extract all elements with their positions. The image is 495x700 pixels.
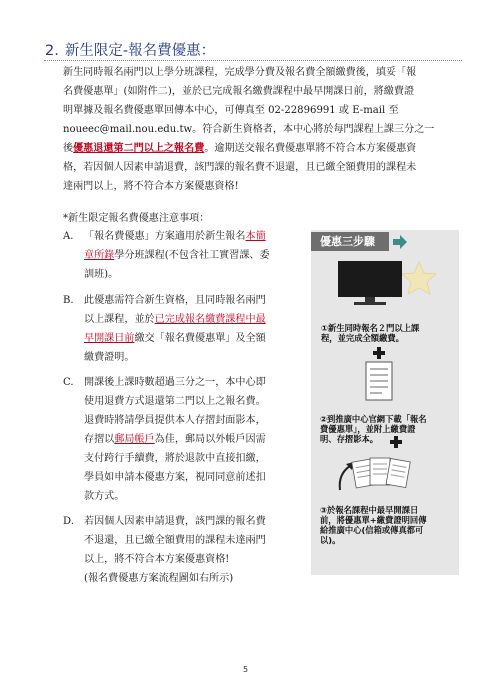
note-b-line-2 (84, 311, 266, 330)
arrow-right-icon (392, 234, 408, 250)
intro-line-5-end: 。逾期送交報名費優惠單將不符合本方案優惠資 (204, 143, 417, 154)
note-c-line-3: 退費時將請學員提供本人存摺封面影本， (84, 415, 266, 426)
note-c-text-4a: 存摺以 (84, 434, 115, 445)
step-2-line-2: 費優惠單」，並附上繳費證 (320, 424, 416, 434)
refund-highlight: 優惠退還第二門以上之報名費 (73, 143, 205, 154)
section-number: 2. (45, 43, 59, 59)
heading-divider (44, 60, 462, 61)
note-d-line-1: 若因個人因素申請退費，該門課的報名費 (84, 516, 266, 527)
intro-line-3: 明單據及報名費優惠單回傳本中心，可傳真至 02-22896991 或 E-mail 至 (63, 105, 399, 116)
step-1-line-2: 程，並完成全額繳費。 (321, 333, 404, 343)
note-b-text: 以上課程，並於 (84, 314, 155, 325)
note-c-line-4 (84, 431, 266, 450)
note-c-letter: C. (63, 377, 74, 388)
note-c-line-5: 支付跨行手續費，將於退款中直接扣繳， (84, 453, 266, 464)
intro-line-5-start: 後 (63, 143, 74, 154)
note-a-highlight-2: 章所錄 (84, 250, 115, 261)
intro-line-2: 名費優惠單」(如附件二)，並於已完成報名繳費課程中最早開課日前，將繳費證 (63, 86, 415, 97)
note-c-text-4b: 為佳，郵局以外帳戶因需 (154, 434, 266, 445)
monitor-icon (318, 258, 448, 308)
note-d-line-4: (報名費優惠方案流程圖如右所示) (84, 573, 234, 584)
note-a-line-3: 訓班)。 (84, 269, 119, 280)
note-b-line-4: 繳費證明。 (84, 352, 135, 363)
document-icon (356, 360, 402, 404)
intro-line-4: noueec@mail.nou.edu.tw。符合新生資格者，本中心將於每門課程上課三分之一 (63, 124, 435, 135)
step-2-line-3: 明、存摺影本。 (320, 434, 379, 444)
note-c-line-2: 使用退費方式退還第二門以上之報名費。 (84, 396, 266, 407)
note-c-line-7: 款方式。 (84, 491, 125, 502)
step-2-line-1: ②到推廣中心官網下載「報名 (320, 414, 427, 424)
section-title: 新生限定-報名費優惠： (64, 43, 216, 59)
note-a-line-1 (84, 228, 266, 247)
intro-line-6: 格，若因個人因素申請退費，該門課的報名費不退還，且已繳全額費用的課程未 (63, 162, 417, 173)
note-a-letter: A. (63, 231, 74, 242)
intro-line-5 (63, 140, 416, 159)
note-c-line-6: 學員如申請本優惠方案，視同同意前述扣 (84, 472, 266, 483)
note-d-line-2: 不退還，且已繳全額費用的課程未達兩門 (84, 535, 266, 546)
note-c-line-1: 開課後上課時數超過三分之一，本中心即 (84, 377, 266, 388)
plus-icon (389, 435, 403, 449)
note-b-line-3 (84, 330, 266, 349)
step-1-line-1: ①新生同時報名２門以上課 (321, 323, 420, 333)
note-d-line-3: 以上，將不符合本方案優惠資格! (84, 554, 230, 565)
note-a-highlight-1: 本簡 (245, 231, 266, 242)
note-a-line-2 (84, 247, 270, 266)
step-3-line-2: 前，將優惠單+繳費證明回傳 (320, 515, 427, 525)
intro-line-1: 新生同時報名兩門以上學分班課程，完成學分費及報名費全額繳費後，填妥「報 (63, 67, 417, 78)
step-3-line-4: 以)。 (320, 535, 341, 545)
step-3-line-1: ③於報名課程中最早開課日 (320, 505, 419, 515)
note-a-text: 「報名費優惠」方案適用於新生報名 (84, 231, 246, 242)
note-b-text-3: 繳交「報名費優惠單」及全額 (134, 333, 266, 344)
post-office-account-highlight: 郵局帳戶 (114, 434, 155, 445)
note-a-text-2: 學分班課程(不包含社工實習課、委 (114, 250, 270, 261)
page-number: 5 (243, 665, 249, 674)
notes-title: *新生限定報名費優惠注意事項： (63, 213, 210, 224)
note-b-highlight-2: 早開課日前 (84, 333, 135, 344)
note-b-line-1: 此優惠需符合新生資格，且同時報名兩門 (84, 295, 266, 306)
note-b-letter: B. (63, 295, 74, 306)
plus-icon (372, 346, 386, 360)
step-3-line-3: 給推廣中心(信箱或傳真都可 (320, 525, 424, 535)
star-icon (402, 262, 436, 294)
papers-icon (336, 450, 420, 496)
note-d-letter: D. (63, 516, 74, 527)
note-b-highlight-1: 已完成報名繳費課程中最 (154, 314, 266, 325)
intro-line-7: 達兩門以上，將不符合本方案優惠資格! (63, 181, 239, 192)
section-heading (45, 39, 215, 60)
flow-banner-title: 優惠三步驟 (320, 235, 375, 248)
